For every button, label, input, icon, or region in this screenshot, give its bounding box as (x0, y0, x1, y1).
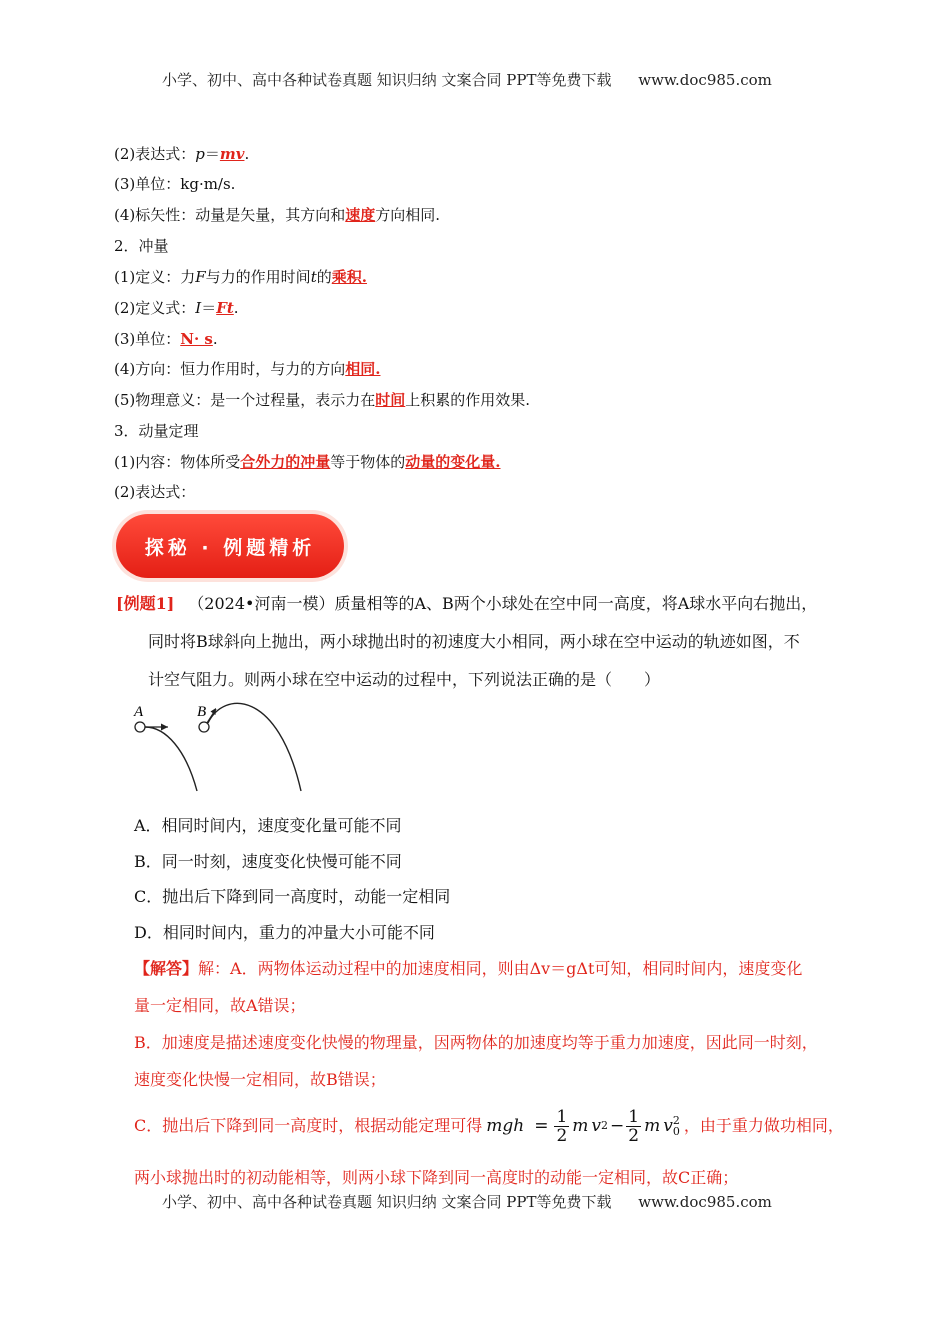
option-a: A．相同时间内，速度变化量可能不同 (134, 816, 402, 835)
solution-line-b1: B．加速度是描述速度变化快慢的物理量，因两物体的加速度均等于重力加速度，因此同一时刻， (134, 1033, 818, 1052)
solution-line-c2: 两小球抛出时的初动能相等，则两小球下降到同一高度时的动能一定相同，故C正确； (134, 1168, 739, 1187)
section-impulse-heading: 2．冲量 (114, 237, 169, 255)
note-impulse-definition: (1)定义：力F与力的作用时间t的乘积. (114, 268, 367, 286)
option-d: D．相同时间内，重力的冲量大小可能不同 (134, 923, 435, 942)
ball-b (199, 722, 209, 732)
answer-velocity: 速度 (345, 206, 376, 224)
ball-a (135, 722, 145, 732)
answer-same: 相同. (345, 360, 381, 378)
answer-ft: Ft (216, 299, 234, 317)
header-text: 小学、初中、高中各种试卷真题 知识归纳 文案合同 PPT等免费下载 (162, 71, 612, 89)
note-momentum-expression: (2)表达式：p＝mv. (114, 145, 250, 163)
example-question-line2: 同时将B球斜向上抛出，两小球抛出时的初速度大小相同，两小球在空中运动的轨迹如图，不 (148, 632, 800, 651)
note-impulse-formula: (2)定义式：I＝Ft. (114, 299, 239, 317)
solution-line-c1: C．抛出后下降到同一高度时，根据动能定理可得 mgh = $\frac{1}{2}$ m v 2 − $\frac{1}{2}$ m v 2 0 ，由于重力做功相同， (134, 1106, 844, 1146)
ball-a-label: A (134, 704, 144, 720)
solution-line-a2: 量一定相同，故A错误； (134, 996, 306, 1015)
page-header (162, 69, 772, 90)
solution-tag: 【解答】 (134, 959, 199, 978)
trajectory-figure (128, 698, 318, 796)
note-theorem-content: (1)内容：物体所受合外力的冲量等于物体的动量的变化量. (114, 453, 501, 471)
example-question-line1: [例题1] （2024•河南一模）质量相等的A、B两个小球处在空中同一高度，将A球水平向右抛出， (116, 594, 818, 613)
trajectory-b (208, 703, 301, 791)
footer-site-link[interactable]: www.doc985.com (638, 1193, 772, 1211)
answer-net-impulse: 合外力的冲量 (240, 453, 331, 471)
option-c: C．抛出后下降到同一高度时，动能一定相同 (134, 887, 451, 906)
answer-time: 时间 (375, 391, 406, 409)
example-tag: [例题1] (116, 594, 175, 613)
note-momentum-unit: (3)单位：kg·m/s. (114, 175, 236, 193)
ball-a-arrowhead (161, 724, 168, 731)
note-impulse-direction: (4)方向：恒力作用时，与力的方向相同. (114, 360, 381, 378)
answer-momentum-change: 动量的变化量. (405, 453, 501, 471)
ball-b-label: B (197, 704, 207, 720)
footer-text: 小学、初中、高中各种试卷真题 知识归纳 文案合同 PPT等免费下载 (162, 1193, 612, 1211)
example-question-line3: 计空气阻力。则两小球在空中运动的过程中，下列说法正确的是（ ） (148, 670, 661, 689)
solution-line-b2: 速度变化快慢一定相同，故B错误； (134, 1070, 386, 1089)
page-footer (162, 1191, 772, 1212)
answer-product: 乘积. (331, 268, 367, 286)
header-site-link[interactable]: www.doc985.com (638, 71, 772, 89)
answer-ns: N· s (180, 330, 213, 348)
note-momentum-vector: (4)标矢性：动量是矢量，其方向和速度方向相同. (114, 206, 441, 224)
section-theorem-heading: 3．动量定理 (114, 422, 199, 440)
option-b: B．同一时刻，速度变化快慢可能不同 (134, 852, 402, 871)
note-theorem-expression: (2)表达式： (114, 483, 196, 501)
note-impulse-meaning: (5)物理意义：是一个过程量，表示力在时间上积累的作用效果. (114, 391, 531, 409)
trajectory-a (145, 727, 197, 791)
example-banner: 探秘 · 例题精析 (116, 514, 344, 578)
note-impulse-unit: (3)单位：N· s. (114, 330, 218, 348)
solution-line-a1: 【解答】解：A．两物体运动过程中的加速度相同，则由Δv＝gΔt可知，相同时间内，速度变化 (134, 959, 803, 978)
kinetic-energy-formula: mgh = $\frac{1}{2}$ m v 2 − $\frac{1}{2}$ m v 2 0 (486, 1106, 680, 1146)
answer-mv: mv (219, 145, 245, 163)
